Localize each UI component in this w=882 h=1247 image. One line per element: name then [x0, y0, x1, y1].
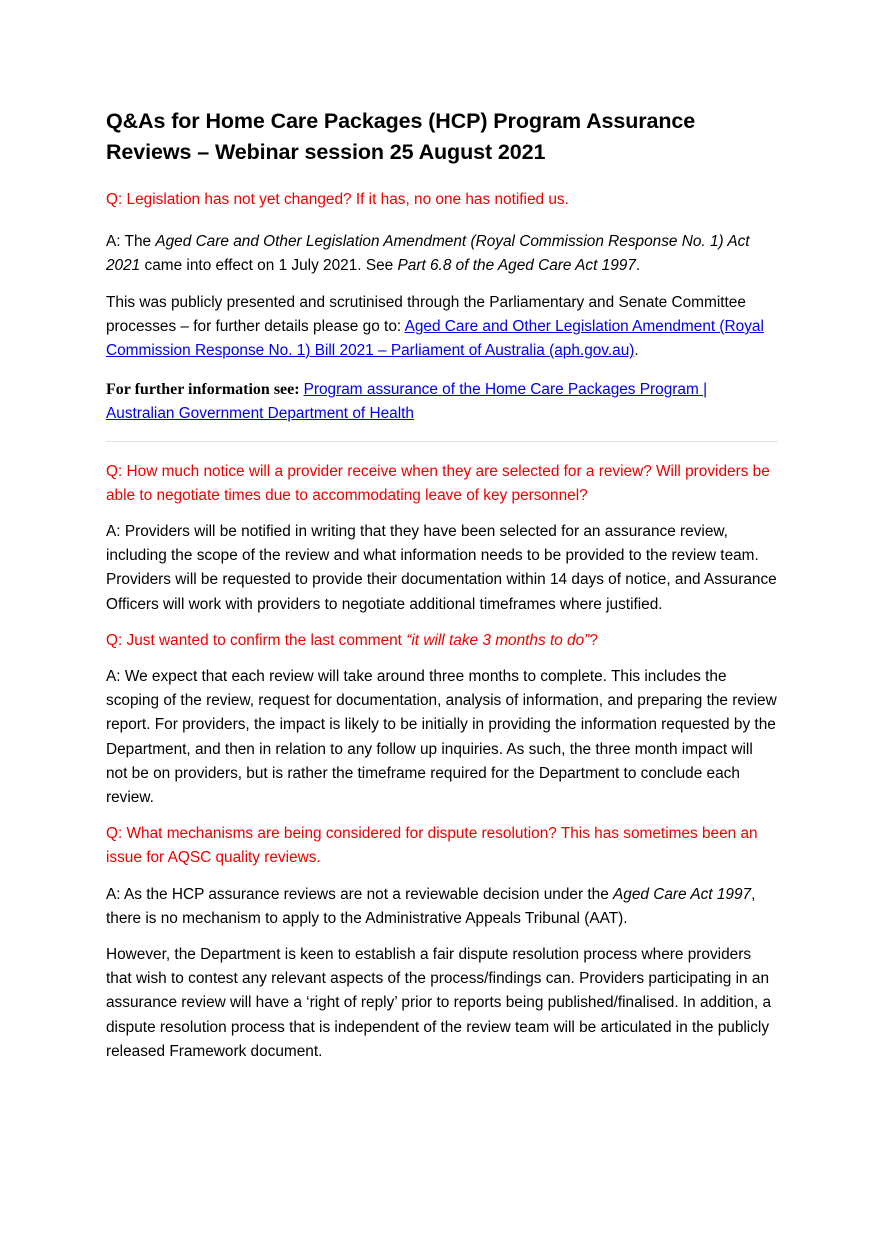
parliament-paragraph-text: This was publicly presented and scrutinised through the Parliamentary and Senate Committee processes – for further details please go to:: [106, 293, 746, 335]
question-notice: Q: How much notice will a provider receive when they are selected for a review? Will providers be able to negotiate times due to accommodating leave of key personnel?: [106, 462, 770, 504]
aph-bill-link[interactable]: Aged Care and Other Legislation Amendment (Royal Commission Response No. 1) Bill 2021 – Parliament of Australia (aph.gov.au): [106, 317, 764, 360]
answer-legislation-mid: came into effect on 1 July 2021. See: [140, 257, 398, 275]
section-divider: [106, 441, 778, 442]
answer-three-months: A: We expect that each review will take around three months to complete. This includes the scoping of the review, request for documentation, analysis of information, and preparing the review report. For providers, the impact is likely to be initially in providing the information requested by the Department, and then in relation to any follow up inquiries. As such, the three month impact will not be on providers, but is rather the timeframe required for the Department to conclude each review.: [106, 668, 777, 807]
page-title: Q&As for Home Care Packages (HCP) Program Assurance Reviews – Webinar session 25 August 2021: [106, 109, 696, 164]
question-three-months-end: ?: [589, 631, 598, 649]
answer-dispute-end: , there is no mechanism to apply to the Administrative Appeals Tribunal (AAT).: [106, 885, 756, 927]
document-content: [106, 106, 778, 1064]
answer-notice: A: Providers will be notified in writing that they have been selected for an assurance review, including the scope of the review and what information needs to be provided to the review team. Providers will be requested to provide their documentation within 14 days of notice, and Assurance Officers will work with providers to negotiate additional timeframes where justified.: [106, 523, 777, 613]
dispute-process-paragraph: However, the Department is keen to establish a fair dispute resolution process where providers that wish to contest any relevant aspects of the process/findings can. Providers participating in an assurance review will have a ‘right of reply’ prior to reports being published/finalised. In addition, a dispute resolution process that is independent of the review team will be articulated in the publicly released Framework document.: [106, 946, 772, 1060]
parliament-paragraph-end: .: [634, 342, 639, 360]
further-information: [106, 378, 778, 426]
question-legislation: Q: Legislation has not yet changed? If it has, no one has notified us.: [106, 191, 569, 208]
answer-legislation: [106, 230, 778, 278]
answer-legislation-end: .: [635, 257, 641, 275]
parliament-paragraph: [106, 291, 778, 364]
answer-dispute: [106, 883, 778, 931]
answer-legislation-prefix: A: The: [106, 233, 156, 251]
program-assurance-link[interactable]: Program assurance of the Home Care Packages Program | Australian Government Department of Health: [106, 381, 708, 423]
further-information-label: For further information see:: [106, 381, 304, 399]
answer-dispute-prefix: A: As the HCP assurance reviews are not a reviewable decision under the: [106, 885, 614, 903]
answer-dispute-act: Aged Care Act 1997: [613, 885, 752, 903]
answer-legislation-part: Part 6.8 of the Aged Care Act 1997: [397, 257, 636, 275]
question-three-months: [106, 629, 778, 653]
question-three-months-prefix: Q: Just wanted to confirm the last comment: [106, 631, 407, 649]
question-dispute: Q: What mechanisms are being considered for dispute resolution? This has sometimes been an issue for AQSC quality reviews.: [106, 825, 758, 867]
answer-legislation-act: Aged Care and Other Legislation Amendment (Royal Commission Response No. 1) Act 2021: [106, 233, 750, 275]
question-three-months-quote: “it will take 3 months to do”: [406, 631, 590, 649]
